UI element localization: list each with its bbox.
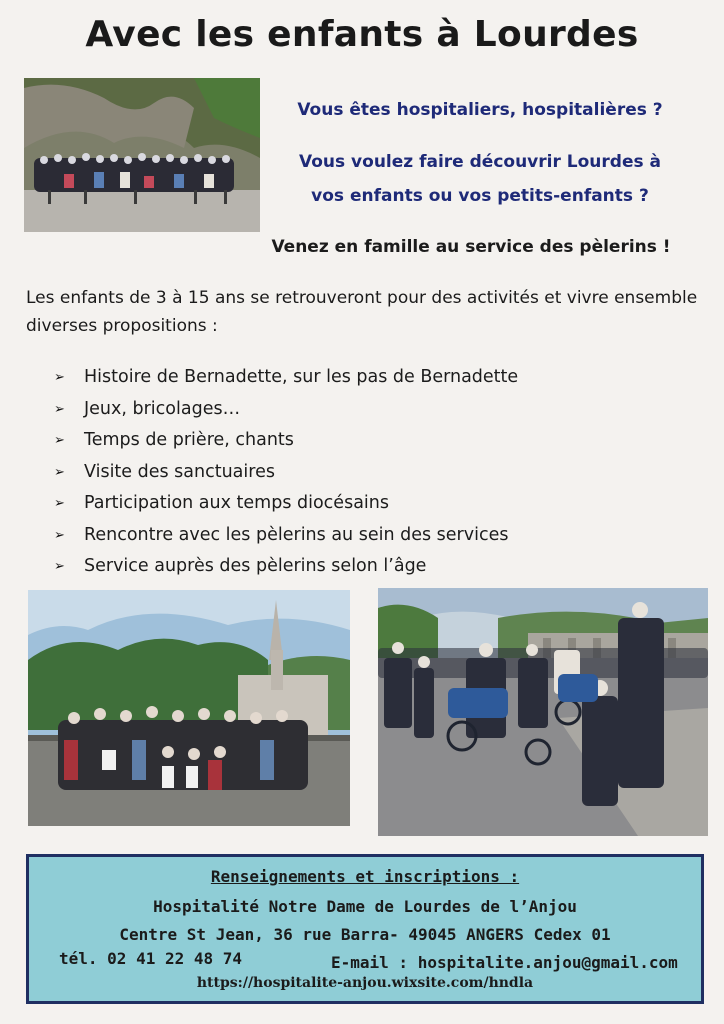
- list-item: ➢ Service auprès des pèlerins selon l’âge: [54, 551, 674, 583]
- phone-number: tél. 02 41 22 48 74: [59, 949, 243, 968]
- list-item: ➢ Histoire de Bernadette, sur les pas de Bernadette: [54, 362, 674, 394]
- postal-address: Centre St Jean, 36 rue Barra- 49045 ANGERS Cedex 01: [119, 925, 611, 944]
- arrow-bullet-icon: ➢: [54, 559, 65, 574]
- question-decouvrir-line1: Vous voulez faire découvrir Lourdes à: [299, 152, 661, 172]
- arrow-bullet-icon: ➢: [54, 370, 65, 385]
- activities-list: [54, 362, 674, 583]
- email-address: E-mail : hospitalite.anjou@gmail.com: [331, 953, 678, 972]
- intro-paragraph: Les enfants de 3 à 15 ans se retrouveront pour des activités et vivre ensemble diverses propositions :: [26, 288, 698, 336]
- website-link[interactable]: https://hospitalite-anjou.wixsite.com/hndla: [196, 975, 534, 991]
- pilgrims-carts-photo: [378, 588, 708, 836]
- question-hospitaliers: Vous êtes hospitaliers, hospitalières ?: [297, 100, 663, 120]
- arrow-bullet-icon: ➢: [54, 401, 65, 417]
- contact-box: [26, 854, 704, 1004]
- group-photo-grotto: [24, 78, 260, 232]
- call-to-action: Venez en famille au service des pèlerins !: [271, 237, 671, 257]
- arrow-bullet-icon: ➢: [54, 433, 65, 448]
- list-item: ➢ Rencontre avec les pèlerins au sein des services: [54, 520, 674, 552]
- arrow-bullet-icon: ➢: [54, 496, 65, 511]
- list-item: ➢ Visite des sanctuaires: [54, 457, 674, 489]
- list-item: ➢ Participation aux temps diocésains: [54, 488, 674, 520]
- arrow-bullet-icon: ➢: [54, 527, 65, 543]
- organization-name: Hospitalité Notre Dame de Lourdes de l’Anjou: [153, 897, 577, 916]
- flyer-title: Avec les enfants à Lourdes: [85, 14, 639, 55]
- question-decouvrir-line2: vos enfants ou vos petits-enfants ?: [311, 186, 649, 206]
- group-photo-basilica: [28, 590, 350, 826]
- contact-heading: Renseignements et inscriptions :: [210, 867, 520, 886]
- arrow-bullet-icon: ➢: [54, 464, 65, 480]
- list-item: ➢ Temps de prière, chants: [54, 425, 674, 457]
- list-item: ➢ Jeux, bricolages…: [54, 394, 674, 426]
